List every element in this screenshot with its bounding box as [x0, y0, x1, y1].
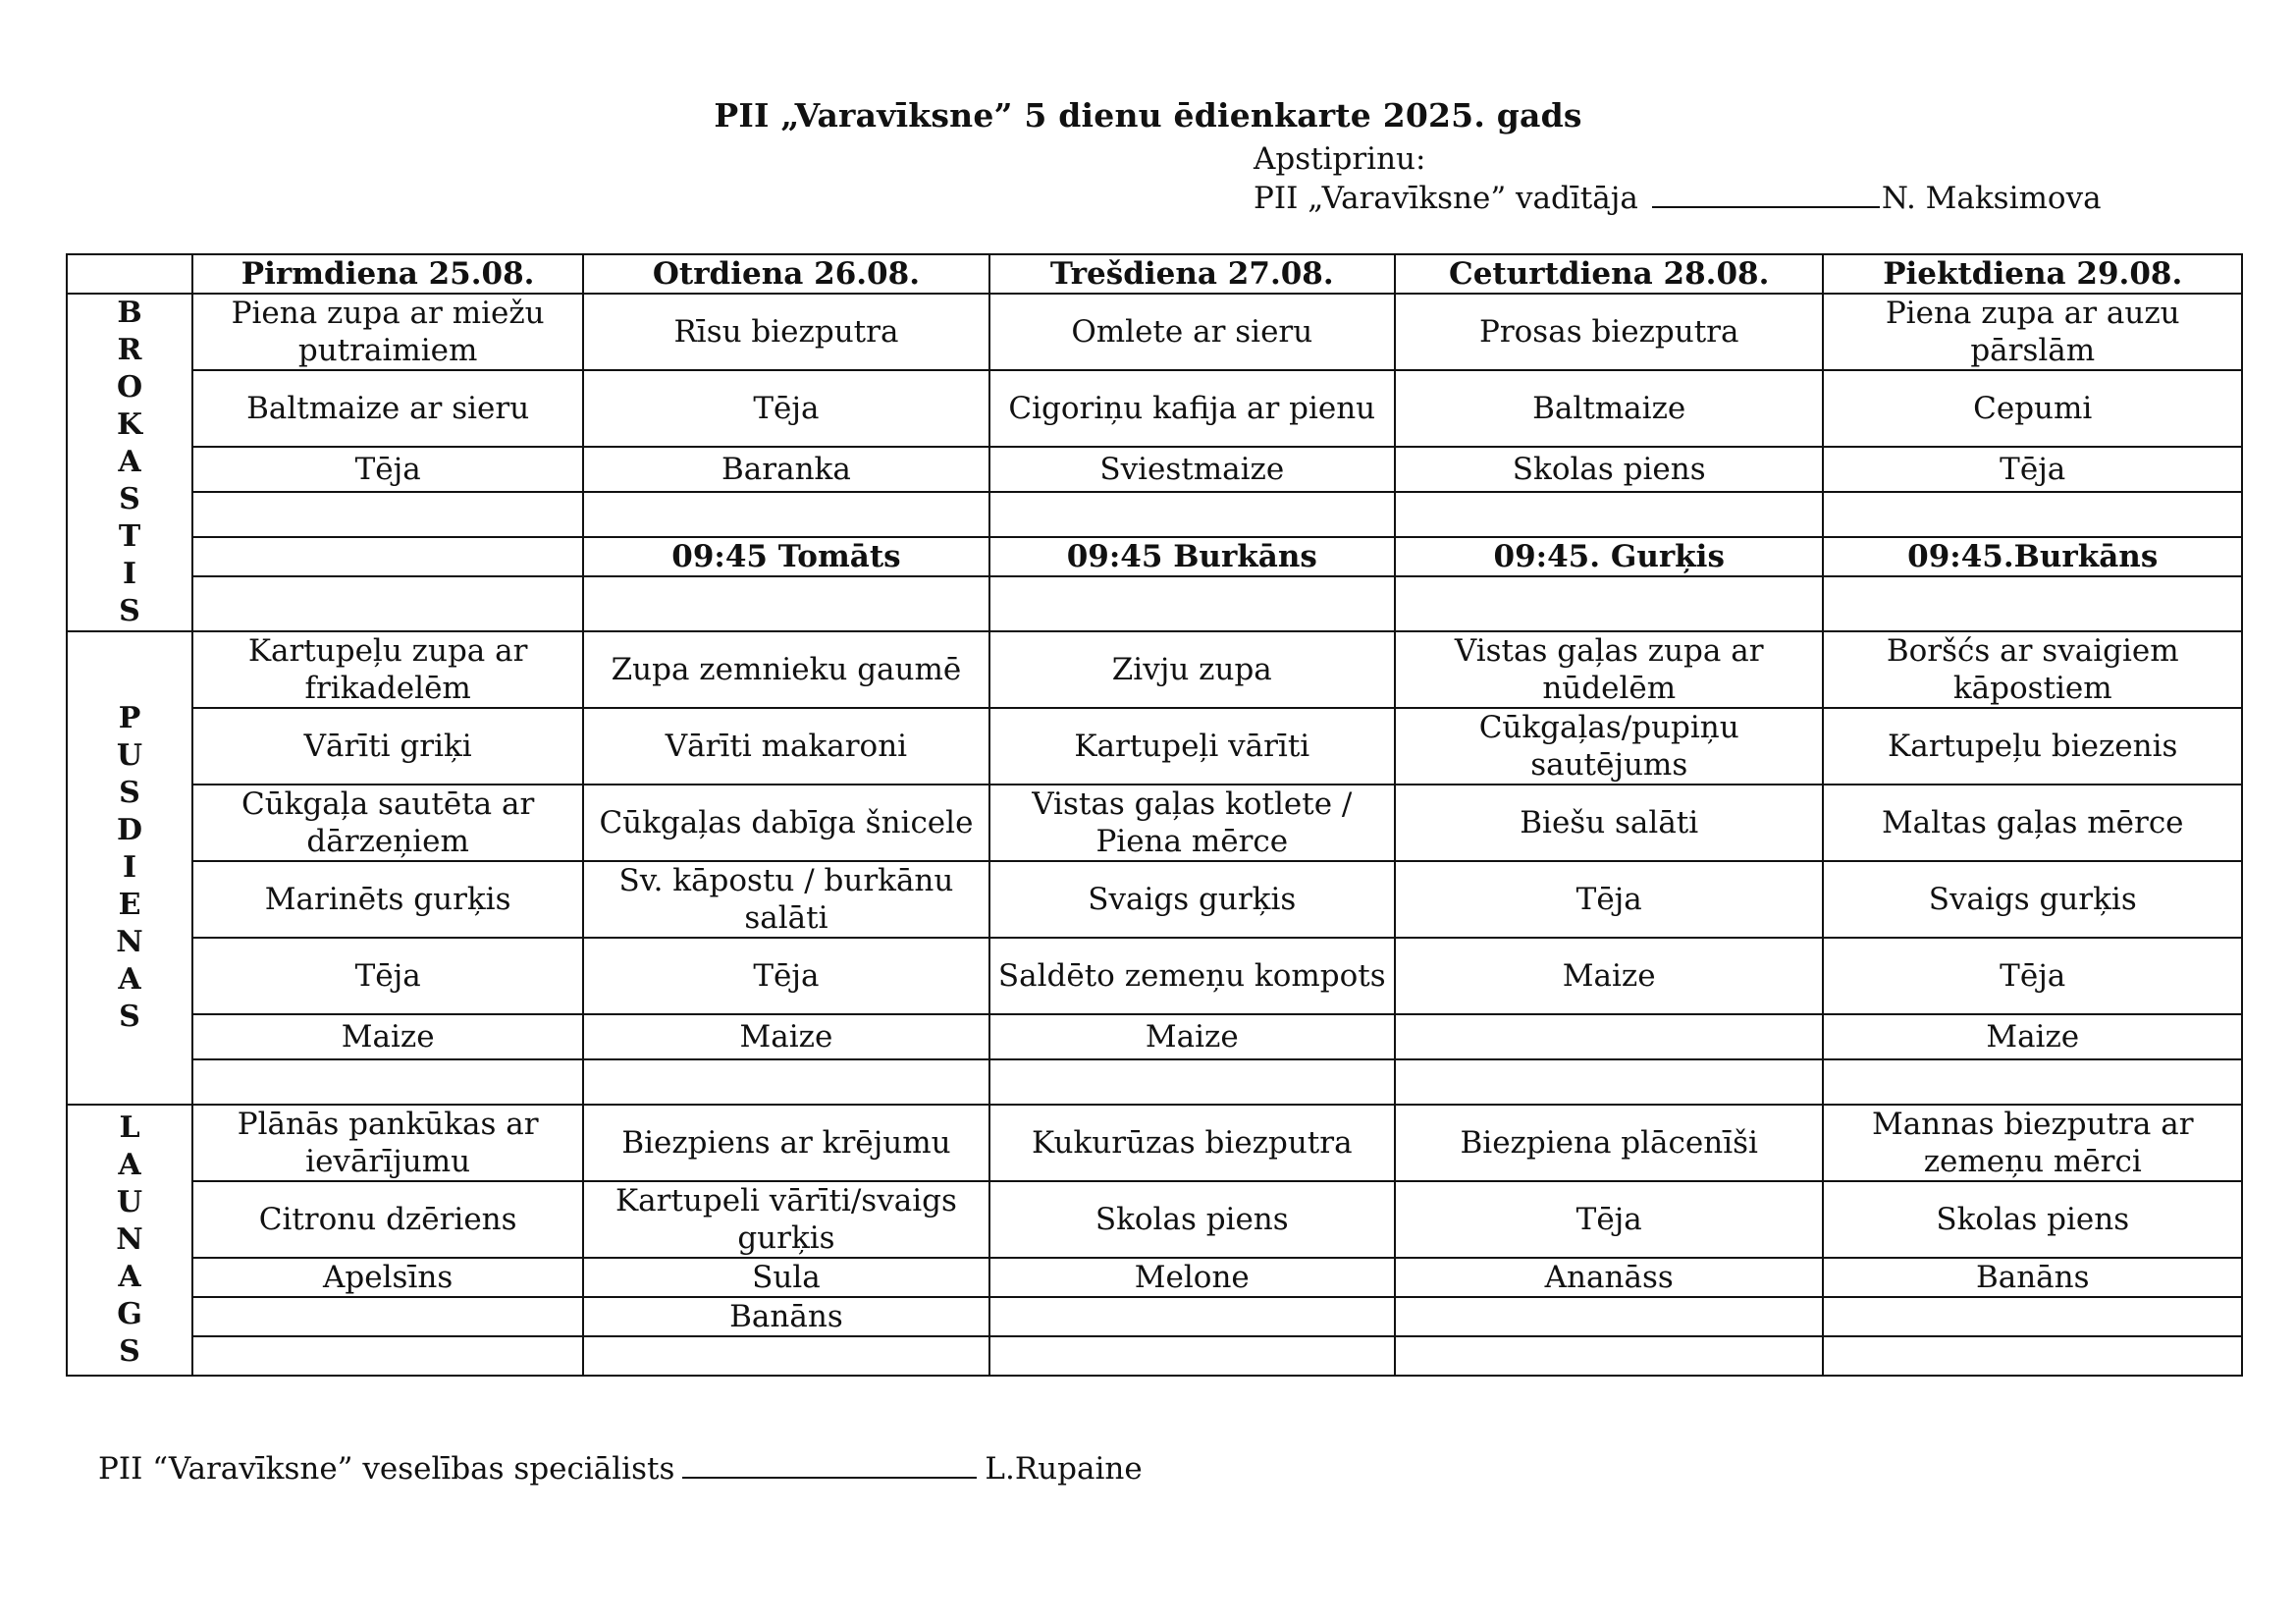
lunch-row	[67, 861, 2242, 938]
snack-cell: Banāns	[1823, 1258, 2242, 1297]
lunch-row	[67, 1059, 2242, 1105]
lunch-row	[67, 938, 2242, 1014]
lunch-cell: Cūkgaļas/pupiņu sautējums	[1395, 708, 1824, 785]
lunch-cell	[1823, 1059, 2242, 1105]
snack-cell: Citronu dzēriens	[192, 1181, 583, 1258]
label-letter: N	[116, 925, 143, 959]
breakfast-cell: Baranka	[583, 447, 988, 492]
breakfast-cell: Cigoriņu kafija ar pienu	[989, 370, 1395, 447]
lunch-cell	[1395, 1014, 1824, 1059]
label-letter: S	[119, 594, 140, 628]
breakfast-row	[67, 537, 2242, 576]
snack-cell: Plānās pankūkas ar ievārījumu	[192, 1105, 583, 1181]
label-letter: A	[118, 445, 141, 479]
corner-cell	[67, 254, 192, 294]
breakfast-cell: 09:45 Burkāns	[989, 537, 1395, 576]
breakfast-cell	[1395, 492, 1824, 537]
label-letter: S	[119, 482, 140, 516]
lunch-cell: Tēja	[1395, 861, 1824, 938]
footer-signature	[98, 1451, 1143, 1487]
breakfast-cell: Sviestmaize	[989, 447, 1395, 492]
breakfast-row	[67, 370, 2242, 447]
lunch-cell: Sv. kāpostu / burkānu salāti	[583, 861, 988, 938]
lunch-cell: Maize	[989, 1014, 1395, 1059]
breakfast-cell: Tēja	[192, 447, 583, 492]
lunch-cell: Svaigs gurķis	[1823, 861, 2242, 938]
breakfast-cell: 09:45 Tomāts	[583, 537, 988, 576]
lunch-cell: Maize	[1395, 938, 1824, 1014]
breakfast-cell: Baltmaize	[1395, 370, 1824, 447]
approve-label: Apstiprinu:	[1254, 141, 1426, 177]
breakfast-cell: Cepumi	[1823, 370, 2242, 447]
snack-row	[67, 1336, 2242, 1376]
page-title: PII „Varavīksne” 5 dienu ēdienkarte 2025. gads	[714, 96, 1582, 135]
label-letter: S	[119, 776, 140, 810]
breakfast-cell	[989, 492, 1395, 537]
lunch-cell	[1395, 1059, 1824, 1105]
lunch-row	[67, 631, 2242, 708]
day-header: Piektdiena 29.08.	[1823, 254, 2242, 294]
label-letter: K	[116, 407, 143, 442]
label-letter: A	[118, 962, 141, 997]
snack-cell	[1823, 1336, 2242, 1376]
day-header: Pirmdiena 25.08.	[192, 254, 583, 294]
snack-cell: Tēja	[1395, 1181, 1824, 1258]
lunch-cell	[192, 1059, 583, 1105]
breakfast-cell	[192, 537, 583, 576]
snack-cell: Skolas piens	[1823, 1181, 2242, 1258]
label-letter: G	[117, 1297, 142, 1331]
snack-cell: Banāns	[583, 1297, 988, 1336]
breakfast-cell: 09:45. Gurķis	[1395, 537, 1824, 576]
snack-cell: Melone	[989, 1258, 1395, 1297]
snack-cell: Kartupeli vārīti/svaigs gurķis	[583, 1181, 988, 1258]
breakfast-cell: Omlete ar sieru	[989, 294, 1395, 370]
lunch-cell: Maltas gaļas mērce	[1823, 785, 2242, 861]
lunch-cell: Maize	[192, 1014, 583, 1059]
breakfast-cell: 09:45.Burkāns	[1823, 537, 2242, 576]
lunch-cell: Saldēto zemeņu kompots	[989, 938, 1395, 1014]
lunch-cell: Vārīti griķi	[192, 708, 583, 785]
label-letter: L	[119, 1110, 140, 1145]
snack-cell: Biezpiens ar krējumu	[583, 1105, 988, 1181]
label-letter: P	[118, 701, 141, 735]
breakfast-cell: Rīsu biezputra	[583, 294, 988, 370]
lunch-cell: Biešu salāti	[1395, 785, 1824, 861]
lunch-row	[67, 708, 2242, 785]
snack-cell: Mannas biezputra ar zemeņu mērci	[1823, 1105, 2242, 1181]
breakfast-cell	[1823, 492, 2242, 537]
lunch-cell: Tēja	[192, 938, 583, 1014]
breakfast-label	[67, 294, 192, 631]
day-header: Ceturtdiena 28.08.	[1395, 254, 1824, 294]
snack-cell: Ananāss	[1395, 1258, 1824, 1297]
lunch-cell: Kartupeļu zupa ar frikadelēm	[192, 631, 583, 708]
label-letter: A	[118, 1260, 141, 1294]
approve-name: N. Maksimova	[1881, 181, 2102, 216]
lunch-cell: Svaigs gurķis	[989, 861, 1395, 938]
breakfast-cell	[989, 576, 1395, 631]
lunch-cell: Tēja	[583, 938, 988, 1014]
breakfast-row	[67, 447, 2242, 492]
breakfast-cell	[583, 576, 988, 631]
snack-cell	[989, 1297, 1395, 1336]
breakfast-cell: Tēja	[1823, 447, 2242, 492]
lunch-cell: Maize	[583, 1014, 988, 1059]
label-letter: U	[116, 738, 143, 773]
breakfast-cell	[192, 492, 583, 537]
signature-line	[682, 1453, 977, 1479]
breakfast-cell	[1395, 576, 1824, 631]
breakfast-row	[67, 492, 2242, 537]
snack-cell	[1395, 1336, 1824, 1376]
snack-row	[67, 1105, 2242, 1181]
snack-cell	[192, 1297, 583, 1336]
lunch-cell: Zupa zemnieku gaumē	[583, 631, 988, 708]
label-letter: S	[119, 1000, 140, 1034]
breakfast-cell: Piena zupa ar miežu putraimiem	[192, 294, 583, 370]
lunch-cell	[583, 1059, 988, 1105]
label-letter: R	[117, 333, 142, 367]
lunch-cell: Zivju zupa	[989, 631, 1395, 708]
snack-cell: Apelsīns	[192, 1258, 583, 1297]
lunch-cell: Tēja	[1823, 938, 2242, 1014]
breakfast-cell: Prosas biezputra	[1395, 294, 1824, 370]
snack-cell	[989, 1336, 1395, 1376]
breakfast-row	[67, 576, 2242, 631]
label-letter: N	[116, 1222, 143, 1257]
snack-cell: Sula	[583, 1258, 988, 1297]
approve-role: PII „Varavīksne” vadītāja	[1254, 181, 1638, 216]
lunch-cell: Cūkgaļa sautēta ar dārzeņiem	[192, 785, 583, 861]
snack-row	[67, 1258, 2242, 1297]
lunch-cell: Maize	[1823, 1014, 2242, 1059]
label-letter: I	[122, 557, 137, 591]
footer-name: L.Rupaine	[985, 1451, 1143, 1487]
label-letter: E	[118, 888, 141, 922]
day-header: Trešdiena 27.08.	[989, 254, 1395, 294]
lunch-cell: Vistas gaļas zupa ar nūdelēm	[1395, 631, 1824, 708]
breakfast-cell: Piena zupa ar auzu pārslām	[1823, 294, 2242, 370]
breakfast-cell	[192, 576, 583, 631]
lunch-cell: Marinēts gurķis	[192, 861, 583, 938]
label-letter: B	[117, 296, 142, 330]
breakfast-cell	[583, 492, 988, 537]
signature-line	[1652, 183, 1880, 208]
snack-cell	[1823, 1297, 2242, 1336]
label-letter: A	[118, 1148, 141, 1182]
lunch-label	[67, 631, 192, 1105]
snack-cell	[192, 1336, 583, 1376]
breakfast-cell: Tēja	[583, 370, 988, 447]
breakfast-cell: Baltmaize ar sieru	[192, 370, 583, 447]
day-header-row	[67, 254, 2242, 294]
lunch-row	[67, 1014, 2242, 1059]
lunch-cell: Kartupeļu biezenis	[1823, 708, 2242, 785]
day-header: Otrdiena 26.08.	[583, 254, 988, 294]
snack-cell: Skolas piens	[989, 1181, 1395, 1258]
label-letter: D	[117, 813, 143, 847]
snack-cell	[583, 1336, 988, 1376]
label-letter: U	[116, 1185, 143, 1219]
breakfast-row	[67, 294, 2242, 370]
label-letter: S	[119, 1334, 140, 1369]
lunch-row	[67, 785, 2242, 861]
footer-role: PII “Varavīksne” veselības speciālists	[98, 1451, 675, 1487]
lunch-cell: Vistas gaļas kotlete / Piena mērce	[989, 785, 1395, 861]
snack-row	[67, 1297, 2242, 1336]
snack-cell	[1395, 1297, 1824, 1336]
lunch-cell: Kartupeļi vārīti	[989, 708, 1395, 785]
label-letter: I	[122, 850, 137, 885]
snack-label	[67, 1105, 192, 1376]
label-letter: T	[118, 519, 141, 554]
lunch-cell: Vārīti makaroni	[583, 708, 988, 785]
lunch-cell	[989, 1059, 1395, 1105]
snack-cell: Biezpiena plācenīši	[1395, 1105, 1824, 1181]
approval-block	[1254, 139, 2102, 218]
lunch-cell: Boršćs ar svaigiem kāpostiem	[1823, 631, 2242, 708]
label-letter: O	[116, 370, 143, 405]
approve-signature	[1254, 179, 2102, 218]
snack-row	[67, 1181, 2242, 1258]
breakfast-cell	[1823, 576, 2242, 631]
breakfast-cell: Skolas piens	[1395, 447, 1824, 492]
menu-table	[66, 253, 2243, 1377]
lunch-cell: Cūkgaļas dabīga šnicele	[583, 785, 988, 861]
snack-cell: Kukurūzas biezputra	[989, 1105, 1395, 1181]
